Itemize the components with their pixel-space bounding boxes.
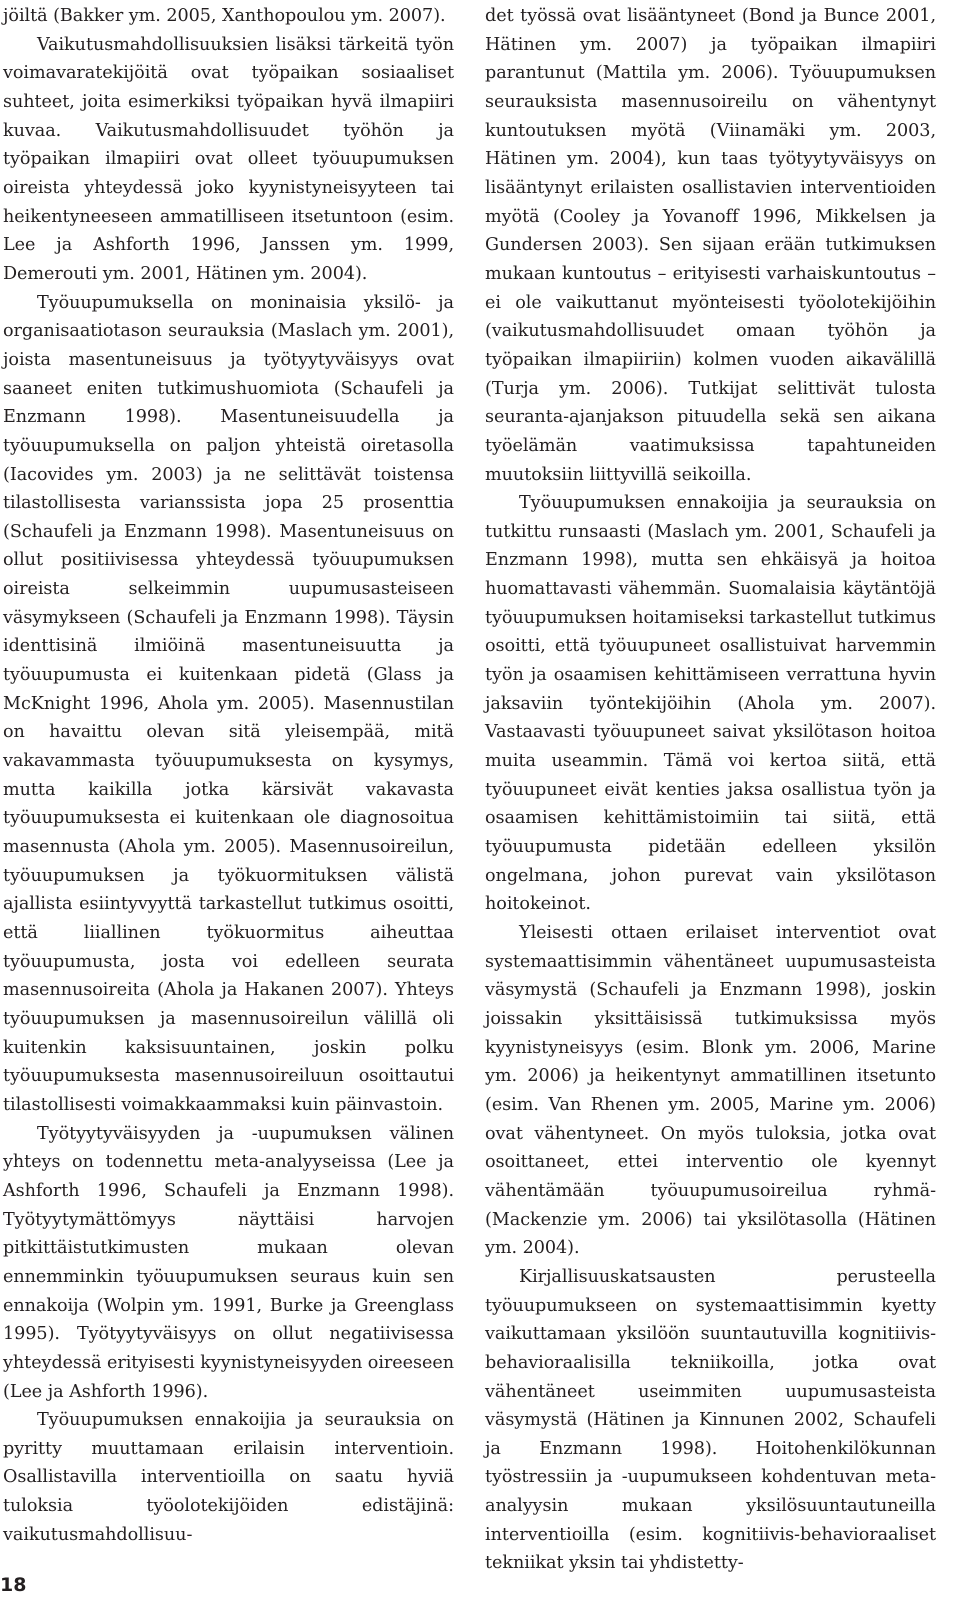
paragraph: Työuupumuksella on moninaisia yksilö- ja organisaatiotason seurauksia (Maslach ym. 2001), joista masentuneisuus ja työtyytyväisyys ovat saaneet eniten tutkimushuomiota (Schaufeli ja Enzmann 1998). Masentuneisuudella ja työuupumuksella on paljon yhteistä oiretasolla (Iacovides ym. 2003) ja ne selittävät toistensa tilastollisesta varianssista jopa 25 prosenttia (Schaufeli ja Enzmann 1998). Masentuneisuus on ollut positiivisessa yhteydessä työuupumuksen oireista selkeimmin uupumusasteiseen väsymykseen (Schaufeli ja Enzmann 1998). Täysin identtisinä ilmiöinä masentuneisuutta ja työuupumusta ei kuitenkaan pidetä (Glass ja McKnight 1996, Ahola ym. 2005). Masennustilan on havaittu olevan sitä yleisempää, mitä vakavammasta työuupumuksesta on kysymys, mutta kaikilla jotka kärsivät vakavasta työuupumuksesta ei kuitenkaan ole diagnosoitua masennusta (Ahola ym. 2005). Masennusoireilun, työuupumuksen ja työkuormituksen välistä ajallista esiintyvyyttä tarkastellut tutkimus osoitti, että liiallinen työkuormitus aiheuttaa työuupumusta, josta voi edelleen seurata masennusoireita (Ahola ja Hakanen 2007). Yhteys työuupumuksen ja masennusoireilun välillä oli kuitenkin kaksisuuntainen, joskin polku työuupumuksesta masennusoireiluun osoittautui tilastollisesti voimakkaammaksi kuin päinvastoin.: [3, 292, 454, 1115]
right-text-column: [485, 2, 936, 1578]
paragraph: Työuupumuksen ennakoijia ja seurauksia on pyritty muuttamaan erilaisin interventioin. Osallistavilla interventioilla on saatu hyviä tuloksia työolotekijöiden edistäjinä: vaikutusmahdollisuu-: [3, 1410, 454, 1545]
paragraph: det työssä ovat lisääntyneet (Bond ja Bunce 2001, Hätinen ym. 2007) ja työpaikan ilmapiiri parantunut (Mattila ym. 2006). Työuupumuksen seurauksista masennusoireilu on vähentynyt kuntoutuksen myötä (Viinamäki ym. 2003, Hätinen ym. 2004), kun taas työtyytyväisyys on lisääntynyt erilaisten osallistavien interventioiden myötä (Cooley ja Yovanoff 1996, Mikkelsen ja Gundersen 2003). Sen sijaan erään tutkimuksen mukaan kuntoutus – erityisesti varhaiskuntoutus – ei ole vaikuttanut myönteisesti työolotekijöihin (vaikutusmahdollisuudet omaan työhön ja työpaikan ilmapiiriin) kolmen vuoden aikavälillä (Turja ym. 2006). Tutkijat selittivät tulosta seuranta-ajanjakson pituudella sekä sen aikana työelämän vaatimuksissa tapahtuneiden muutoksiin liittyvillä seikoilla.: [485, 6, 936, 485]
page-number: 18: [0, 1574, 27, 1596]
left-text-column: [3, 2, 454, 1549]
paragraph: Vaikutusmahdollisuuksien lisäksi tärkeitä työn voimavaratekijöitä ovat työpaikan sosiaaliset suhteet, joita esimerkiksi työpaikan hyvä ilmapiiri kuvaa. Vaikutusmahdollisuudet työhön ja työpaikan ilmapiiri ovat olleet työuupumuksen oireista yhteydessä joko kyynistyneisyyteen tai heikentyneeseen ammatilliseen itsetuntoon (esim. Lee ja Ashforth 1996, Janssen ym. 1999, Demerouti ym. 2001, Hätinen ym. 2004).: [3, 34, 454, 284]
paragraph: Kirjallisuuskatsausten perusteella työuupumukseen on systemaattisimmin kyetty vaikuttamaan yksilöön suuntautuvilla kognitiivis-behavioraalisilla tekniikoilla, jotka ovat vähentäneet useimmiten uupumusasteista väsymystä (Hätinen ja Kinnunen 2002, Schaufeli ja Enzmann 1998). Hoitohenkilökunnan työstressiin ja -uupumukseen kohdentuvan meta-analyysin mukaan yksilösuuntautuneilla interventioilla (esim. kognitiivis-behavioraaliset tekniikat yksin tai yhdistetty-: [485, 1266, 936, 1574]
paragraph: Työuupumuksen ennakoijia ja seurauksia on tutkittu runsaasti (Maslach ym. 2001, Schaufeli ja Enzmann 1998), mutta sen ehkäisyä ja hoitoa huomattavasti vähemmän. Suomalaisia käytäntöjä työuupumuksen hoitamiseksi tarkastellut tutkimus osoitti, että työuupuneet osallistuivat harvemmin työn ja osaamisen kehittämiseen verrattuna hyvin jaksaviin työntekijöihin (Ahola ym. 2007). Vastaavasti työuupuneet saivat yksilötason hoitoa muita useammin. Tämä voi kertoa siitä, että työuupuneet eivät kenties jaksa osallistua työn ja osaamisen kehittämistoimiin tai siitä, että työuupumusta pidetään edelleen yksilön ongelmana, johon purevat vain yksilötason hoitokeinot.: [485, 493, 936, 915]
paragraph: jöiltä (Bakker ym. 2005, Xanthopoulou ym. 2007).: [3, 6, 446, 26]
paragraph: Työtyytyväisyyden ja -uupumuksen välinen yhteys on todennettu meta-analyyseissa (Lee ja Ashforth 1996, Schaufeli ja Enzmann 1998). Työtyytymättömyys näyttäisi harvojen pitkittäistutkimusten mukaan olevan ennemminkin työuupumuksen seuraus kuin sen ennakoija (Wolpin ym. 1991, Burke ja Greenglass 1995). Työtyytyväisyys on ollut negatiivisessa yhteydessä erityisesti kyynistyneisyyden oireeseen (Lee ja Ashforth 1996).: [3, 1123, 454, 1402]
paragraph: Yleisesti ottaen erilaiset interventiot ovat systemaattisimmin vähentäneet uupumusasteista väsymystä (Schaufeli ja Enzmann 1998), joskin joissakin yksittäisissä tutkimuksissa myös kyynistyneisyys (esim. Blonk ym. 2006, Marine ym. 2006) ja heikentynyt ammatillinen itsetunto (esim. Van Rhenen ym. 2005, Marine ym. 2006) ovat vähentyneet. On myös tuloksia, jotka ovat osoittaneet, ettei interventio ole kyennyt vähentämään työuupumusoireilua ryhmä- (Mackenzie ym. 2006) tai yksilötasolla (Hätinen ym. 2004).: [485, 923, 936, 1259]
